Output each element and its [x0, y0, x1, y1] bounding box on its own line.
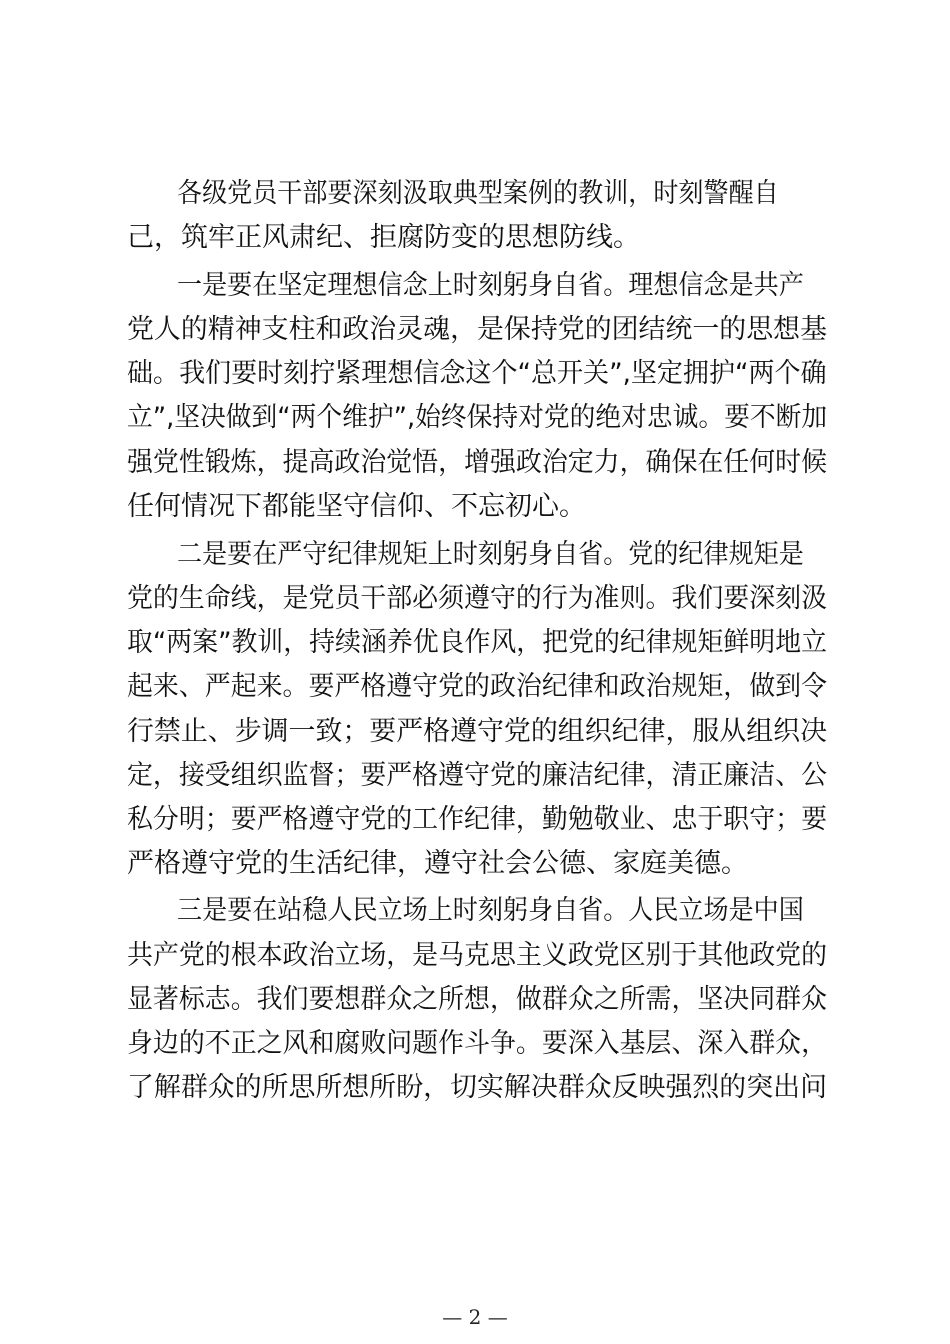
text-line: 身边的不正之风和腐败问题作斗争。要深入基层、深入群众，	[127, 1028, 827, 1059]
text-line: 党人的精神支柱和政治灵魂，是保持党的团结统一的思想基	[127, 314, 827, 345]
text-line: 己，筑牢正风肃纪、拒腐防变的思想防线。	[127, 222, 640, 253]
text-line: 础。我们要时刻拧紧理想信念这个“总开关”,坚定拥护“两个确	[127, 358, 827, 389]
page-number: — 2 —	[442, 1305, 508, 1329]
text-line: 严格遵守党的生活纪律，遵守社会公德、家庭美德。	[127, 848, 748, 879]
text-line: 取“两案”教训，持续涵养优良作风，把党的纪律规矩鲜明地立	[127, 627, 827, 658]
text-line: 显著标志。我们要想群众之所想，做群众之所需，坚决同群众	[127, 984, 827, 1015]
text-line: 任何情况下都能坚守信仰、不忘初心。	[127, 491, 586, 522]
text-line: 私分明；要严格遵守党的工作纪律，勤勉敬业、忠于职守；要	[127, 804, 827, 835]
text-line: 各级党员干部要深刻汲取典型案例的教训，时刻警醒自	[177, 178, 779, 209]
text-line: 定，接受组织监督；要严格遵守党的廉洁纪律，清正廉洁、公	[127, 760, 827, 791]
text-line: 行禁止、步调一致；要严格遵守党的组织纪律，服从组织决	[127, 716, 827, 747]
text-line: 一是要在坚定理想信念上时刻躬身自省。理想信念是共产	[177, 270, 804, 301]
text-line: 二是要在严守纪律规矩上时刻躬身自省。党的纪律规矩是	[177, 539, 804, 570]
text-line: 起来、严起来。要严格遵守党的政治纪律和政治规矩，做到令	[127, 671, 827, 702]
text-line: 三是要在站稳人民立场上时刻躬身自省。人民立场是中国	[177, 895, 804, 926]
text-line: 党的生命线，是党员干部必须遵守的行为准则。我们要深刻汲	[127, 583, 827, 614]
text-line: 立”,坚决做到“两个维护”,始终保持对党的绝对忠诚。要不断加	[127, 402, 828, 433]
text-line: 强党性锻炼，提高政治觉悟，增强政治定力，确保在任何时候	[127, 447, 827, 478]
text-line: 共产党的根本政治立场，是马克思主义政党区别于其他政党的	[127, 940, 827, 971]
text-line: 了解群众的所思所想所盼，切实解决群众反映强烈的突出问	[127, 1072, 827, 1103]
